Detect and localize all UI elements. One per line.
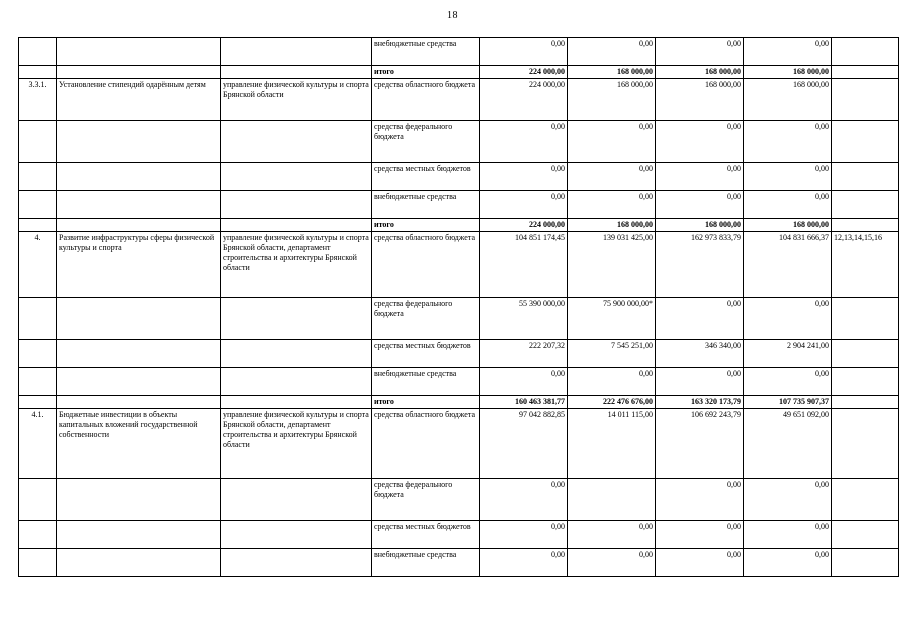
amount-year-4: 0,00: [744, 163, 832, 191]
item-executor: управление физической культуры и спорта Брянской области, департамент строительства и архитектуры Брянской области: [221, 232, 372, 298]
item-executor: [221, 66, 372, 79]
item-executor: [221, 368, 372, 396]
amount-year-2: 222 476 676,00: [568, 396, 656, 409]
amount-year-4: 168 000,00: [744, 66, 832, 79]
item-number: [19, 396, 57, 409]
amount-year-3: 106 692 243,79: [656, 409, 744, 479]
item-number: [19, 219, 57, 232]
item-executor: [221, 549, 372, 577]
table-row: [19, 191, 899, 219]
amount-year-4: 49 651 092,00: [744, 409, 832, 479]
amount-year-2: 0,00: [568, 549, 656, 577]
item-number: 3.3.1.: [19, 79, 57, 121]
amount-year-1: 0,00: [480, 549, 568, 577]
item-executor: [221, 191, 372, 219]
item-name: [57, 191, 221, 219]
item-number: [19, 340, 57, 368]
item-number: [19, 549, 57, 577]
amount-year-2: 168 000,00: [568, 219, 656, 232]
item-number: [19, 298, 57, 340]
amount-year-4: 104 831 666,37: [744, 232, 832, 298]
funding-source: внебюджетные средства: [372, 191, 480, 219]
table-row: [19, 521, 899, 549]
amount-year-3: 163 320 173,79: [656, 396, 744, 409]
item-executor: управление физической культуры и спорта Брянской области, департамент строительства и архитектуры Брянской области: [221, 409, 372, 479]
amount-year-2: 0,00: [568, 121, 656, 163]
funding-source: средства местных бюджетов: [372, 521, 480, 549]
amount-year-2: 14 011 115,00: [568, 409, 656, 479]
table-row: [19, 163, 899, 191]
indicator-refs: [832, 79, 899, 121]
amount-year-2: 0,00: [568, 163, 656, 191]
funding-source: итого: [372, 396, 480, 409]
item-name: Установление стипендий одарённым детям: [57, 79, 221, 121]
item-name: [57, 396, 221, 409]
funding-source: итого: [372, 219, 480, 232]
item-number: [19, 66, 57, 79]
item-name: [57, 368, 221, 396]
amount-year-2: 7 545 251,00: [568, 340, 656, 368]
table-row: [19, 340, 899, 368]
amount-year-4: 0,00: [744, 121, 832, 163]
indicator-refs: [832, 121, 899, 163]
item-executor: [221, 340, 372, 368]
amount-year-1: 0,00: [480, 38, 568, 66]
funding-source: средства федерального бюджета: [372, 298, 480, 340]
indicator-refs: 12,13,14,15,16: [832, 232, 899, 298]
table-row: [19, 549, 899, 577]
total-row: [19, 66, 899, 79]
amount-year-3: 0,00: [656, 521, 744, 549]
item-number: [19, 38, 57, 66]
amount-year-3: 0,00: [656, 549, 744, 577]
item-executor: [221, 163, 372, 191]
indicator-refs: [832, 163, 899, 191]
amount-year-3: 0,00: [656, 38, 744, 66]
amount-year-1: 0,00: [480, 121, 568, 163]
item-executor: [221, 121, 372, 163]
amount-year-1: 0,00: [480, 368, 568, 396]
amount-year-4: 0,00: [744, 521, 832, 549]
table-row: [19, 368, 899, 396]
item-executor: [221, 298, 372, 340]
amount-year-3: 346 340,00: [656, 340, 744, 368]
amount-year-4: 0,00: [744, 549, 832, 577]
item-name: [57, 521, 221, 549]
item-number: 4.1.: [19, 409, 57, 479]
item-executor: управление физической культуры и спорта Брянской области: [221, 79, 372, 121]
amount-year-2: 139 031 425,00: [568, 232, 656, 298]
item-number: 4.: [19, 232, 57, 298]
amount-year-4: 168 000,00: [744, 79, 832, 121]
table-row: [19, 232, 899, 298]
indicator-refs: [832, 479, 899, 521]
item-number: [19, 121, 57, 163]
item-number: [19, 479, 57, 521]
amount-year-4: 0,00: [744, 298, 832, 340]
amount-year-3: 168 000,00: [656, 66, 744, 79]
funding-source: внебюджетные средства: [372, 368, 480, 396]
table-row: [19, 298, 899, 340]
item-number: [19, 368, 57, 396]
amount-year-4: 0,00: [744, 479, 832, 521]
amount-year-1: 222 207,32: [480, 340, 568, 368]
amount-year-1: 224 000,00: [480, 219, 568, 232]
table-row: [19, 479, 899, 521]
amount-year-1: 160 463 381,77: [480, 396, 568, 409]
amount-year-1: 0,00: [480, 521, 568, 549]
item-name: [57, 219, 221, 232]
funding-source: средства федерального бюджета: [372, 121, 480, 163]
amount-year-2: 0,00: [568, 38, 656, 66]
item-name: [57, 163, 221, 191]
item-name: [57, 549, 221, 577]
item-executor: [221, 521, 372, 549]
amount-year-2: [568, 479, 656, 521]
amount-year-3: 0,00: [656, 191, 744, 219]
funding-source: средства местных бюджетов: [372, 163, 480, 191]
amount-year-2: 0,00: [568, 521, 656, 549]
item-executor: [221, 219, 372, 232]
amount-year-3: 0,00: [656, 298, 744, 340]
item-name: [57, 121, 221, 163]
amount-year-1: 224 000,00: [480, 66, 568, 79]
item-name: [57, 479, 221, 521]
amount-year-4: 0,00: [744, 38, 832, 66]
indicator-refs: [832, 298, 899, 340]
amount-year-4: 168 000,00: [744, 219, 832, 232]
amount-year-2: 75 900 000,00*: [568, 298, 656, 340]
funding-source: итого: [372, 66, 480, 79]
item-executor: [221, 396, 372, 409]
amount-year-1: 97 042 882,85: [480, 409, 568, 479]
item-executor: [221, 479, 372, 521]
amount-year-1: 0,00: [480, 479, 568, 521]
item-name: [57, 340, 221, 368]
amount-year-3: 168 000,00: [656, 219, 744, 232]
amount-year-2: 168 000,00: [568, 66, 656, 79]
funding-source: средства федерального бюджета: [372, 479, 480, 521]
amount-year-3: 168 000,00: [656, 79, 744, 121]
table-row: [19, 79, 899, 121]
amount-year-1: 55 390 000,00: [480, 298, 568, 340]
indicator-refs: [832, 409, 899, 479]
amount-year-2: 0,00: [568, 191, 656, 219]
amount-year-3: 0,00: [656, 368, 744, 396]
amount-year-1: 104 851 174,45: [480, 232, 568, 298]
indicator-refs: [832, 66, 899, 79]
budget-table: [18, 37, 899, 577]
item-executor: [221, 38, 372, 66]
amount-year-4: 107 735 907,37: [744, 396, 832, 409]
item-name: [57, 298, 221, 340]
item-number: [19, 191, 57, 219]
indicator-refs: [832, 549, 899, 577]
indicator-refs: [832, 396, 899, 409]
amount-year-1: 0,00: [480, 163, 568, 191]
item-name: [57, 38, 221, 66]
amount-year-4: 2 904 241,00: [744, 340, 832, 368]
amount-year-4: 0,00: [744, 191, 832, 219]
amount-year-3: 0,00: [656, 479, 744, 521]
amount-year-2: 168 000,00: [568, 79, 656, 121]
funding-source: средства областного бюджета: [372, 409, 480, 479]
item-name: Бюджетные инвестиции в объекты капитальных вложений государственной собственности: [57, 409, 221, 479]
indicator-refs: [832, 219, 899, 232]
indicator-refs: [832, 340, 899, 368]
total-row: [19, 219, 899, 232]
amount-year-2: 0,00: [568, 368, 656, 396]
indicator-refs: [832, 368, 899, 396]
item-name: Развитие инфраструктуры сферы физической культуры и спорта: [57, 232, 221, 298]
amount-year-1: 0,00: [480, 191, 568, 219]
item-number: [19, 521, 57, 549]
funding-source: средства областного бюджета: [372, 232, 480, 298]
amount-year-1: 224 000,00: [480, 79, 568, 121]
item-name: [57, 66, 221, 79]
indicator-refs: [832, 521, 899, 549]
total-row: [19, 396, 899, 409]
table-row: [19, 38, 899, 66]
funding-source: средства областного бюджета: [372, 79, 480, 121]
amount-year-3: 0,00: [656, 163, 744, 191]
amount-year-3: 0,00: [656, 121, 744, 163]
indicator-refs: [832, 38, 899, 66]
funding-source: внебюджетные средства: [372, 549, 480, 577]
page-number: 18: [447, 10, 458, 21]
item-number: [19, 163, 57, 191]
amount-year-3: 162 973 833,79: [656, 232, 744, 298]
table-row: [19, 409, 899, 479]
funding-source: средства местных бюджетов: [372, 340, 480, 368]
indicator-refs: [832, 191, 899, 219]
amount-year-4: 0,00: [744, 368, 832, 396]
funding-source: внебюджетные средства: [372, 38, 480, 66]
table-row: [19, 121, 899, 163]
